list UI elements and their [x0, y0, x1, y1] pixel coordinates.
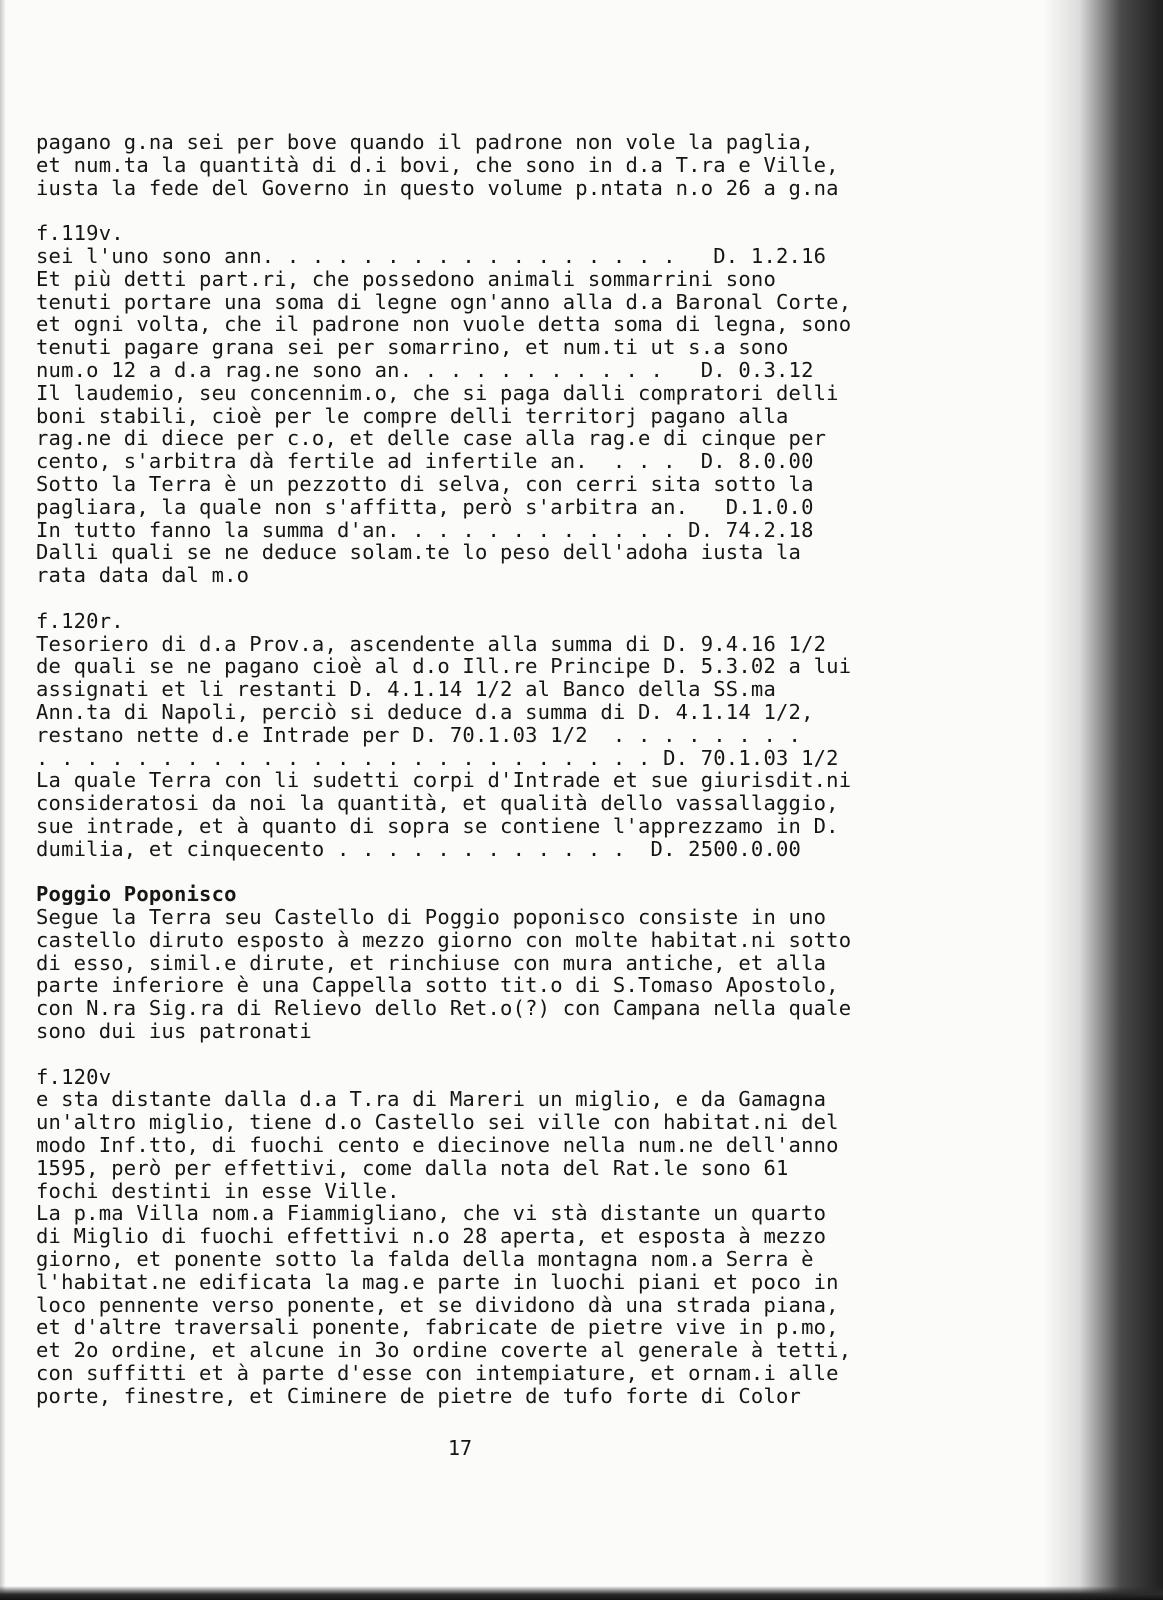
folio-marker: f.120r. [36, 608, 124, 633]
text-line: parte inferiore è una Cappella sotto tit.o di S.Tomaso Apostolo, [36, 973, 839, 998]
text-line: Tesoriero di d.a Prov.a, ascendente alla summa di D. 9.4.16 1/2 [36, 631, 827, 656]
spacer [36, 861, 906, 884]
text-line: castello diruto esposto à mezzo giorno con molte habitat.ni sotto [36, 927, 852, 952]
text-line: consideratosi da noi la quantità, et qualità dello vassallaggio, [36, 791, 839, 816]
spacer [36, 199, 906, 222]
text-line: un'altro miglio, tiene d.o Castello sei ville con habitat.ni del [36, 1110, 839, 1135]
text-line: sue intrade, et à quanto di sopra se contiene l'apprezzamo in D. [36, 813, 839, 838]
text-line: pagano g.na sei per bove quando il padrone non vole la paglia, [36, 130, 814, 154]
text-line: cento, s'arbitra dà fertile ad infertile an. . . . D. 8.0.00 [36, 449, 814, 474]
text-line: sono dui ius patronati [36, 1019, 312, 1044]
scanner-shadow-bottom [0, 1586, 1163, 1600]
text-line: con suffitti et à parte d'esse con intempiature, et ornam.i alle [36, 1361, 839, 1386]
folio-marker: f.120v [36, 1064, 112, 1089]
text-line: restano nette d.e Intrade per D. 70.1.03 1/2 . . . . . . . . [36, 722, 802, 747]
page-number: 17 [447, 1436, 473, 1460]
text-line: et d'altre traversali ponente, fabricate de pietre vive in p.mo, [36, 1315, 839, 1340]
text-line: La quale Terra con li sudetti corpi d'Intrade et sue giurisdit.ni [36, 768, 852, 793]
text-line: Segue la Terra seu Castello di Poggio poponisco consiste in uno [36, 905, 827, 930]
text-line: di Miglio di fuochi effettivi n.o 28 aperta, et esposta à mezzo [36, 1224, 827, 1249]
text-line: num.o 12 a d.a rag.ne sono an. . . . . . . . . . . D. 0.3.12 [36, 357, 814, 382]
text-line: assignati et li restanti D. 4.1.14 1/2 al Banco della SS.ma [36, 677, 776, 702]
text-line: et num.ta la quantità di d.i bovi, che sono in d.a T.ra e Ville, [36, 152, 839, 177]
text-line: sei l'uno sono ann. . . . . . . . . . . . . . . . . D. 1.2.16 [36, 243, 827, 268]
text-line: dumilia, et cinquecento . . . . . . . . . . . . D. 2500.0.00 [36, 836, 802, 861]
text-line: rag.ne di diece per c.o, et delle case alla rag.e di cinque per [36, 426, 827, 451]
text-line: boni stabili, cioè per le compre delli territorj pagano alla [36, 403, 789, 428]
section-heading: Poggio Poponisco [36, 882, 237, 907]
text-line: et 2o ordine, et alcune in 3o ordine coverte al generale à tetti, [36, 1338, 852, 1363]
text-line: tenuti portare una soma di legne ogn'anno alla d.a Baronal Corte, [36, 289, 852, 314]
document-body [36, 131, 906, 1408]
folio-marker: f.119v. [36, 221, 124, 246]
text-line: La p.ma Villa nom.a Fiammigliano, che vi stà distante un quarto [36, 1201, 827, 1226]
paragraph-2 [36, 245, 906, 587]
text-line: iusta la fede del Governo in questo volume p.ntata n.o 26 a g.na [36, 175, 839, 200]
text-line: modo Inf.tto, di fuochi cento e diecinove nella num.ne dell'anno [36, 1133, 839, 1158]
text-line: et ogni volta, che il padrone non vuole detta soma di legna, sono [36, 312, 852, 337]
text-line: tenuti pagare grana sei per somarrino, et num.ti ut s.a sono [36, 335, 789, 360]
text-line: l'habitat.ne edificata la mag.e parte in luochi piani et poco in [36, 1269, 839, 1294]
text-line: fochi destinti in esse Ville. [36, 1178, 400, 1203]
text-line: 1595, però per effettivi, come dalla nota del Rat.le sono 61 [36, 1155, 789, 1180]
paragraph-1 [36, 131, 906, 199]
text-line: pagliara, la quale non s'affitta, però s'arbitra an. D.1.0.0 [36, 494, 814, 519]
text-line: e sta distante dalla d.a T.ra di Mareri un miglio, e da Gamagna [36, 1087, 827, 1112]
text-line: loco pennente verso ponente, et se dividono dà una strada piana, [36, 1292, 839, 1317]
text-line: con N.ra Sig.ra di Relievo dello Ret.o(?) con Campana nella quale [36, 996, 852, 1021]
page-left-edge [0, 0, 6, 1600]
text-line: In tutto fanno la summa d'an. . . . . . . . . . . . D. 74.2.18 [36, 517, 814, 542]
paragraph-3 [36, 633, 906, 861]
paragraph-5 [36, 1088, 906, 1407]
spacer [36, 1043, 906, 1066]
text-line: Ann.ta di Napoli, perciò si deduce d.a summa di D. 4.1.14 1/2, [36, 699, 814, 724]
spacer [36, 587, 906, 610]
text-line: di esso, simil.e dirute, et rinchiuse con mura antiche, et alla [36, 950, 827, 975]
text-line: Sotto la Terra è un pezzotto di selva, con cerri sita sotto la [36, 471, 814, 496]
text-line: Et più detti part.ri, che possedono animali sommarrini sono [36, 266, 776, 291]
text-line: . . . . . . . . . . . . . . . . . . . . . . . . . D. 70.1.03 1/2 [36, 745, 839, 770]
text-line: de quali se ne pagano cioè al d.o Ill.re Principe D. 5.3.02 a lui [36, 654, 852, 679]
text-line: Dalli quali se ne deduce solam.te lo peso dell'adoha iusta la [36, 540, 802, 565]
text-line: giorno, et ponente sotto la falda della montagna nom.a Serra è [36, 1247, 814, 1272]
text-line: rata data dal m.o [36, 563, 250, 588]
text-line: porte, finestre, et Ciminere de pietre de tufo forte di Color [36, 1383, 802, 1408]
paragraph-4 [36, 906, 906, 1043]
scanner-shadow-right [1043, 0, 1163, 1600]
text-line: Il laudemio, seu concennim.o, che si paga dalli compratori delli [36, 380, 839, 405]
